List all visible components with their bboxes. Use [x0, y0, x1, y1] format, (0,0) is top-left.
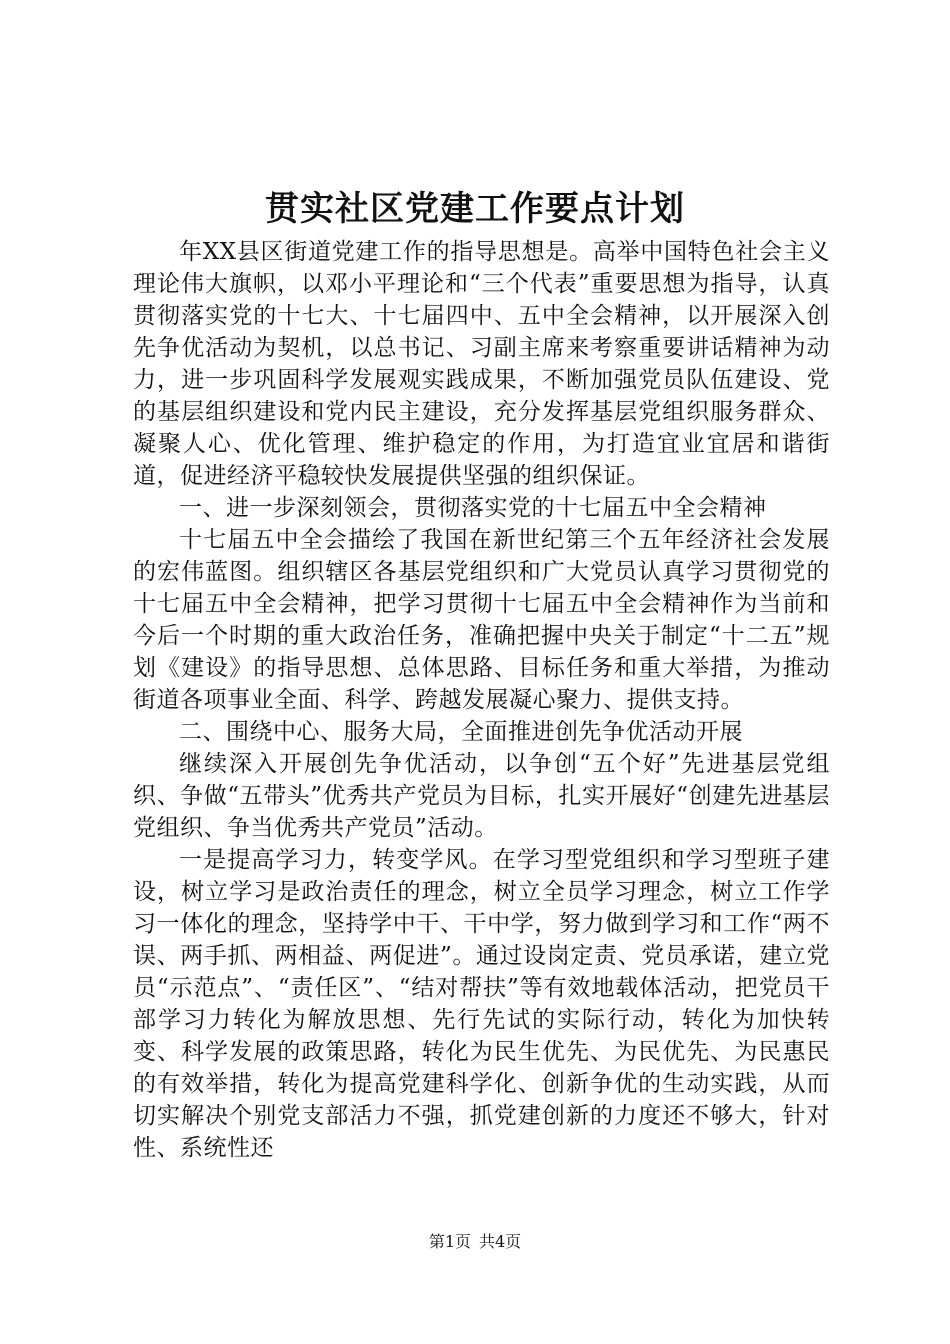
section-1-paragraph: 十七届五中全会描绘了我国在新世纪第三个五年经济社会发展的宏伟蓝图。组织辖区各基层党组织和广大党员认真学习贯彻党的十七届五中全会精神，把学习贯彻十七届五中全会精神作为当前和今后一个时期的重大政治任务，准确把握中央关于制定“十二五”规划《建设》的指导思想、总体思路、目标任务和重大举措，为推动街道各项事业全面、科学、跨越发展凝心聚力、提供支持。: [133, 527, 830, 713]
document-title: 贯实社区党建工作要点计划: [265, 189, 685, 229]
section-2-paragraph: 继续深入开展创先争优活动，以争创“五个好”先进基层党组织、争做“五带头”优秀共产党员为目标，扎实开展好“创建先进基层党组织、争当优秀共产党员”活动。: [133, 751, 830, 841]
section-heading-2: 二、围绕中心、服务大局，全面推进创先争优活动开展: [179, 719, 743, 745]
section-heading-1: 一、进一步深刻领会，贯彻落实党的十七届五中全会精神: [179, 495, 767, 521]
intro-paragraph: 年XX县区街道党建工作的指导思想是。高举中国特色社会主义理论伟大旗帜，以邓小平理论和“三个代表”重要思想为指导，认真贯彻落实党的十七大、十七届四中、五中全会精神，以开展深入创先争优活动为契机，以总书记、习副主席来考察重要讲话精神为动力，进一步巩固科学发展观实践成果，不断加强党员队伍建设、党的基层组织建设和党内民主建设，充分发挥基层党组织服务群众、凝聚人心、优化管理、维护稳定的作用，为打造宜业宜居和谐街道，促进经济平稳较快发展提供坚强的组织保证。: [133, 239, 830, 489]
section-2-point-1-paragraph: 一是提高学习力，转变学风。在学习型党组织和学习型班子建设，树立学习是政治责任的理念，树立全员学习理念，树立工作学习一体化的理念，坚持学中干、干中学，努力做到学习和工作“两不误、两手抓、两相益、两促进”。通过设岗定责、党员承诺，建立党员“示范点”、“责任区”、“结对帮扶”等有效地载体活动，把党员干部学习力转化为解放思想、先行先试的实际行动，转化为加快转变、科学发展的政策思路，转化为民生优先、为民优先、为民惠民的有效举措，转化为提高党建科学化、创新争优的生动实践，从而切实解决个别党支部活力不强，抓党建创新的力度还不够大，针对性、系统性还: [133, 847, 830, 1161]
page-total: 共4页: [479, 1232, 522, 1251]
page-number: 第1页: [428, 1232, 471, 1251]
page-footer: [0, 1232, 950, 1252]
document-body: [133, 236, 830, 1164]
